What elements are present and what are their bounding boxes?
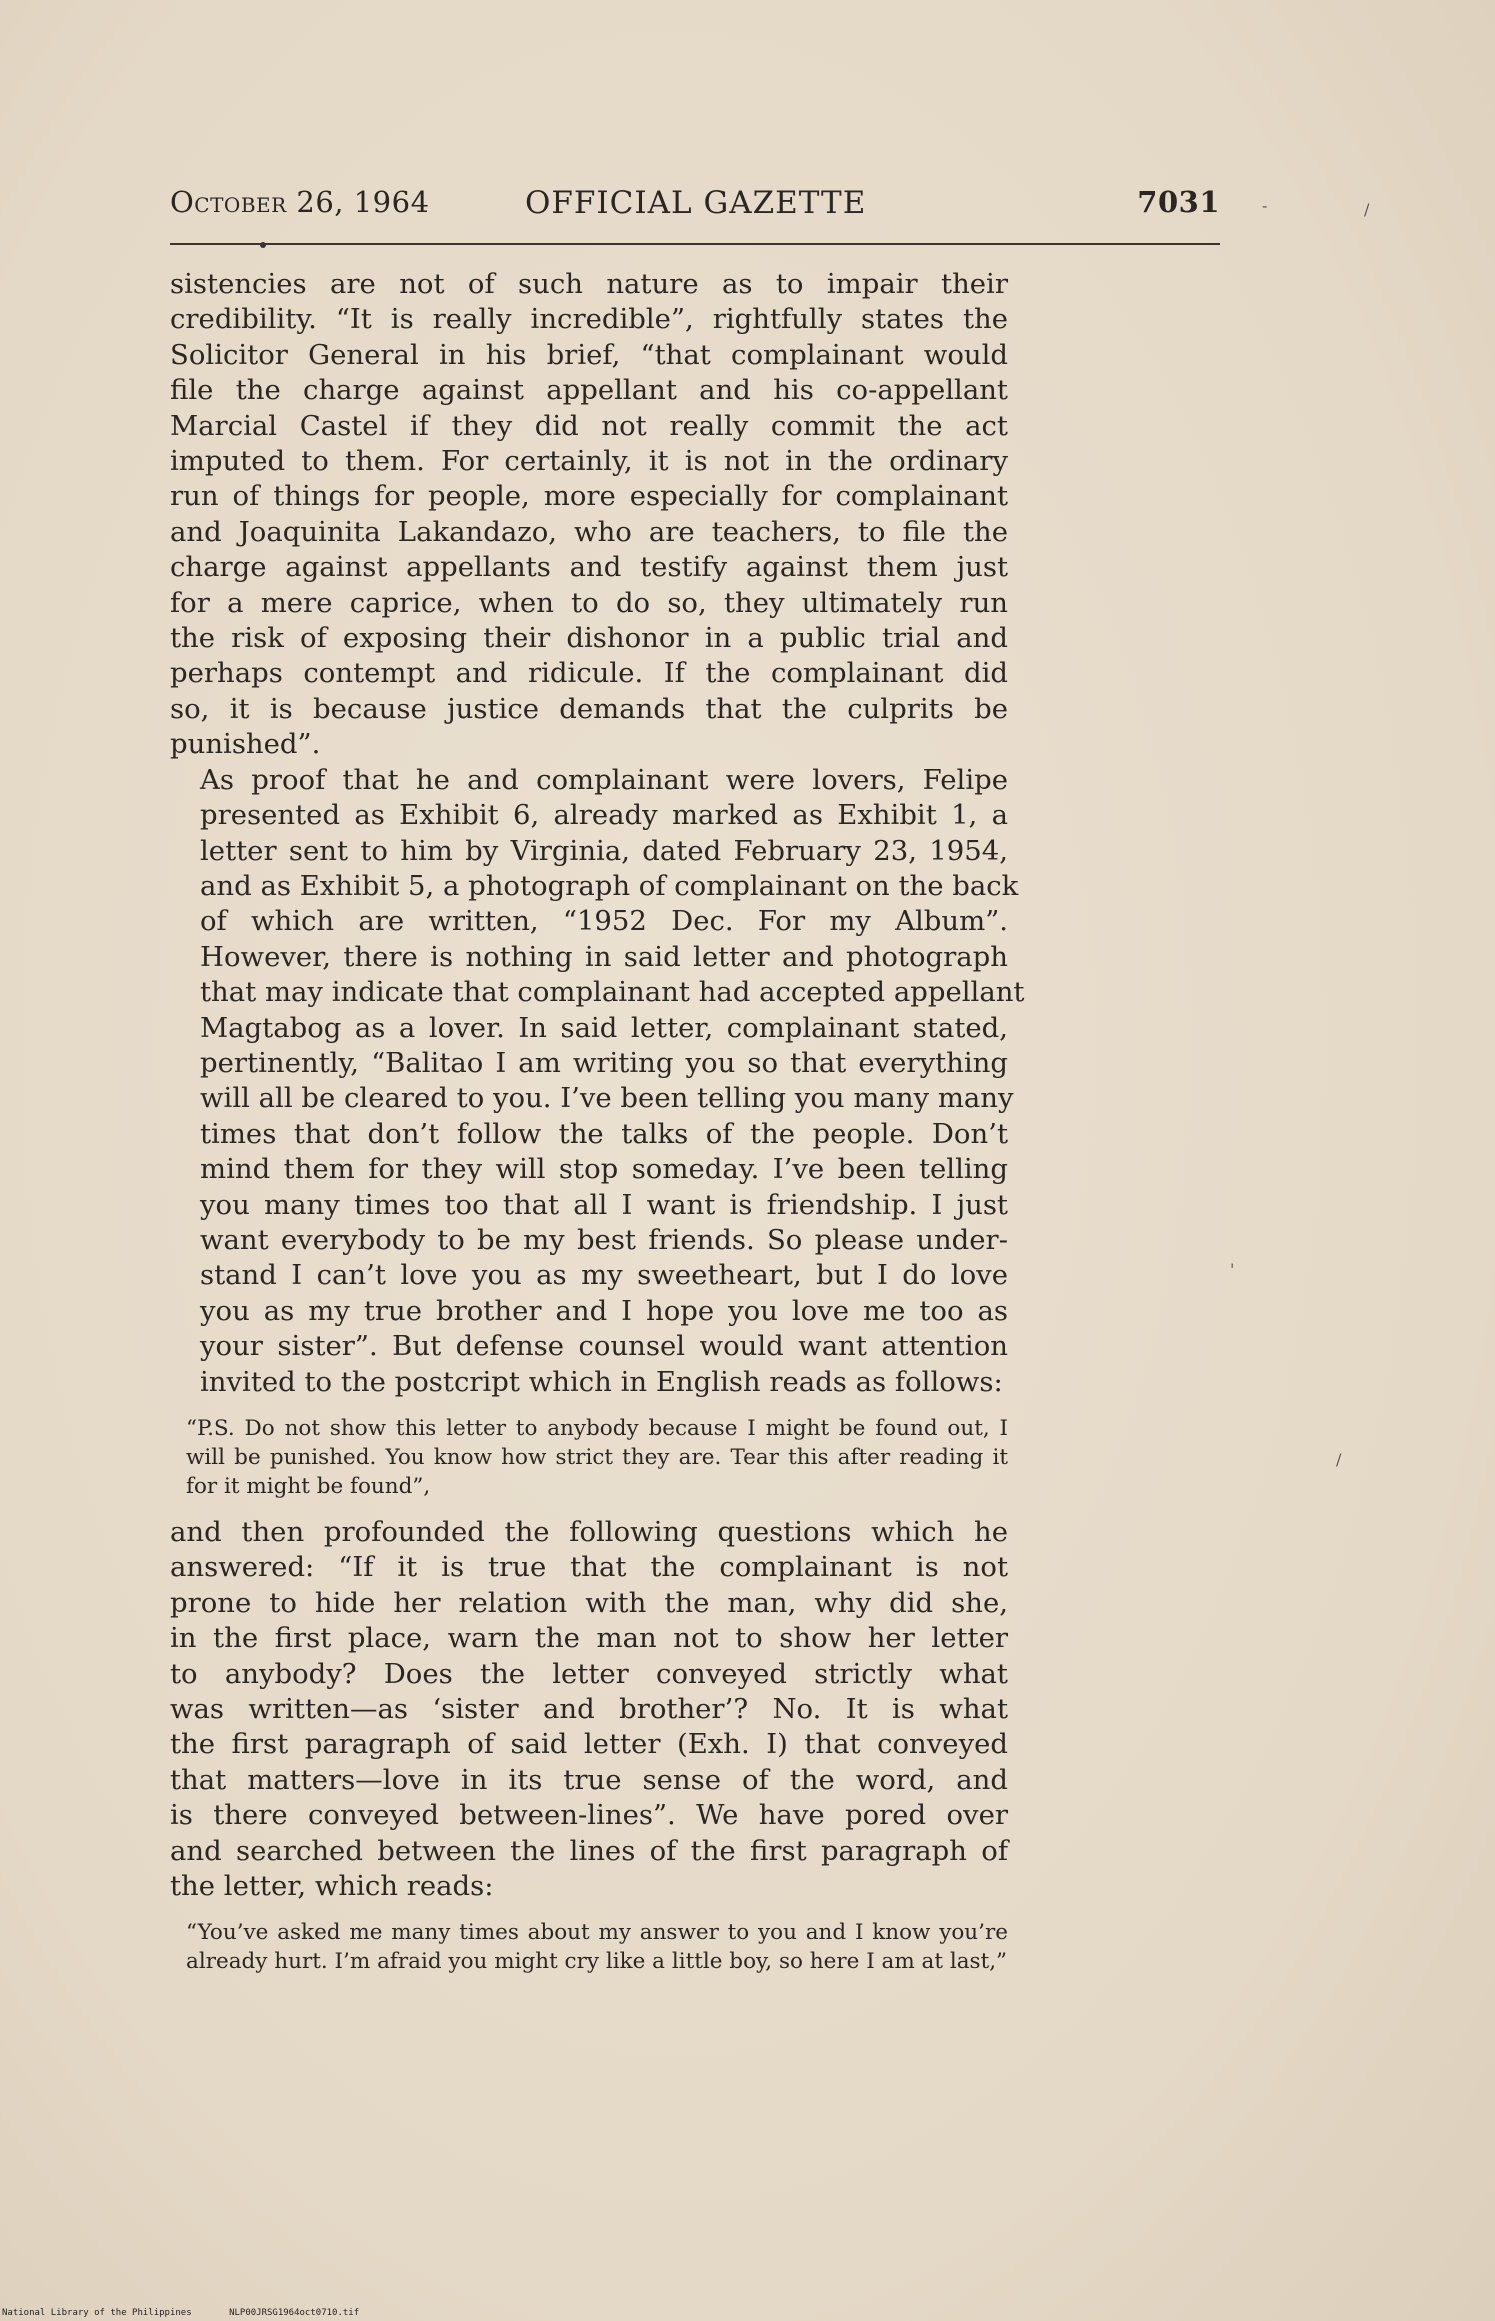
rule-dot: [260, 242, 266, 248]
scan-mark: /: [1336, 1450, 1342, 1469]
text-line: is there conveyed between-lines”. We have pored over: [170, 1799, 1008, 1832]
text-line: of which are written, “1952 Dec. For my Album”.: [200, 905, 1008, 938]
text-line: presented as Exhibit 6, already marked as Exhibit 1, a: [200, 799, 1008, 832]
text-line: stand I can’t love you as my sweetheart, but I do love: [200, 1259, 1008, 1292]
scan-footer: [2, 2308, 391, 2318]
paragraph: [170, 267, 1008, 727]
text-line: the letter, which reads:: [170, 1870, 494, 1903]
text-line: prone to hide her relation with the man, why did she,: [170, 1586, 1008, 1619]
text-line: mind them for they will stop someday. I’ve been telling: [200, 1153, 1008, 1186]
text-line: answered: “If it is true that the complainant is not: [170, 1551, 1008, 1584]
text-line: was written—as ‘sister and brother’? No. It is what: [170, 1693, 1008, 1726]
text-line: Solicitor General in his brief, “that complainant would: [170, 338, 1008, 371]
text-line: the risk of exposing their dishonor in a public trial and: [170, 622, 1008, 655]
block-quote: “You’ve asked me many times about my answer to you and I know you’re already hurt. I’m afraid you might cry like a little boy, so here I am at last,”: [186, 1920, 1008, 1975]
text-line: will all be cleared to you. I’ve been telling you many many: [200, 1082, 1014, 1115]
footer-filename: NLP00JRSG1964oct0710.tif: [229, 2308, 360, 2318]
article-body: [170, 267, 1025, 1990]
paragraph: [170, 1515, 1008, 1904]
text-line: credibility. “It is really incredible”, rightfully states the: [170, 303, 1008, 336]
text-line: that matters—love in its true sense of the word, and: [170, 1763, 1008, 1796]
text-line: Marcial Castel if they did not really commit the act: [170, 409, 1008, 442]
text-line: in the first place, warn the man not to show her letter: [170, 1622, 1008, 1655]
text-line: you many times too that all I want is friendship. I just: [200, 1188, 1008, 1221]
running-header: [170, 185, 1220, 225]
text-line: you as my true brother and I hope you love me too as: [200, 1294, 1008, 1327]
scan-mark: ': [1230, 1260, 1235, 1279]
page-number: 7031: [1137, 185, 1220, 219]
text-line: times that don’t follow the talks of the people. Don’t: [200, 1117, 1008, 1150]
text-line: letter sent to him by Virginia, dated February 23, 1954,: [200, 834, 1008, 867]
text-line: perhaps contempt and ridicule. If the complainant did: [170, 657, 1008, 690]
text-line: invited to the postcript which in English reads as follows:: [200, 1365, 1003, 1398]
text-line: so, it is because justice demands that the culprits be: [170, 692, 1008, 725]
text-line: As proof that he and complainant were lovers, Felipe: [200, 763, 1008, 796]
text-line: sistencies are not of such nature as to impair their: [170, 268, 1008, 300]
text-line: and as Exhibit 5, a photograph of complainant on the back: [200, 869, 1019, 902]
text-line: pertinently, “Balitao I am writing you so that everything: [200, 1046, 1008, 1079]
header-rule: [170, 243, 1220, 245]
text-line: charge against appellants and testify against them just: [170, 551, 1008, 584]
header-date: October 26, 1964: [170, 185, 430, 219]
text-line: your sister”. But defense counsel would want attention: [200, 1330, 1008, 1363]
paragraph: [170, 763, 1025, 1400]
paragraph-end: punished”.: [170, 728, 321, 761]
header-title: OFFICIAL GAZETTE: [525, 185, 867, 221]
text-line: and searched between the lines of the first paragraph of: [170, 1834, 1008, 1867]
text-line: However, there is nothing in said letter and photograph: [200, 940, 1008, 973]
footer-library: National Library of the Philippines: [2, 2308, 192, 2318]
text-line: and Joaquinita Lakandazo, who are teachers, to file the: [170, 515, 1008, 548]
text-line: that may indicate that complainant had accepted appellant: [200, 976, 1025, 1009]
text-line: for a mere caprice, when to do so, they ultimately run: [170, 586, 1008, 619]
block-quote: “P.S. Do not show this letter to anybody because I might be found out, I will be punished. You know how strict they are. Tear this after reading it for it might be found”,: [186, 1416, 1008, 1499]
text-line: to anybody? Does the letter conveyed strictly what: [170, 1657, 1008, 1690]
scan-mark: -: [1262, 196, 1268, 215]
text-line: run of things for people, more especially for complainant: [170, 480, 1008, 513]
text-line: want everybody to be my best friends. So please under-: [200, 1223, 1008, 1256]
text-line: imputed to them. For certainly, it is not in the ordinary: [170, 445, 1008, 478]
scan-mark: /: [1364, 200, 1370, 219]
text-line: Magtabog as a lover. In said letter, complainant stated,: [200, 1011, 1008, 1044]
text-line: and then profounded the following questions which he: [170, 1516, 1008, 1548]
text-line: the first paragraph of said letter (Exh. I) that conveyed: [170, 1728, 1008, 1761]
text-line: file the charge against appellant and his co-appellant: [170, 374, 1008, 407]
